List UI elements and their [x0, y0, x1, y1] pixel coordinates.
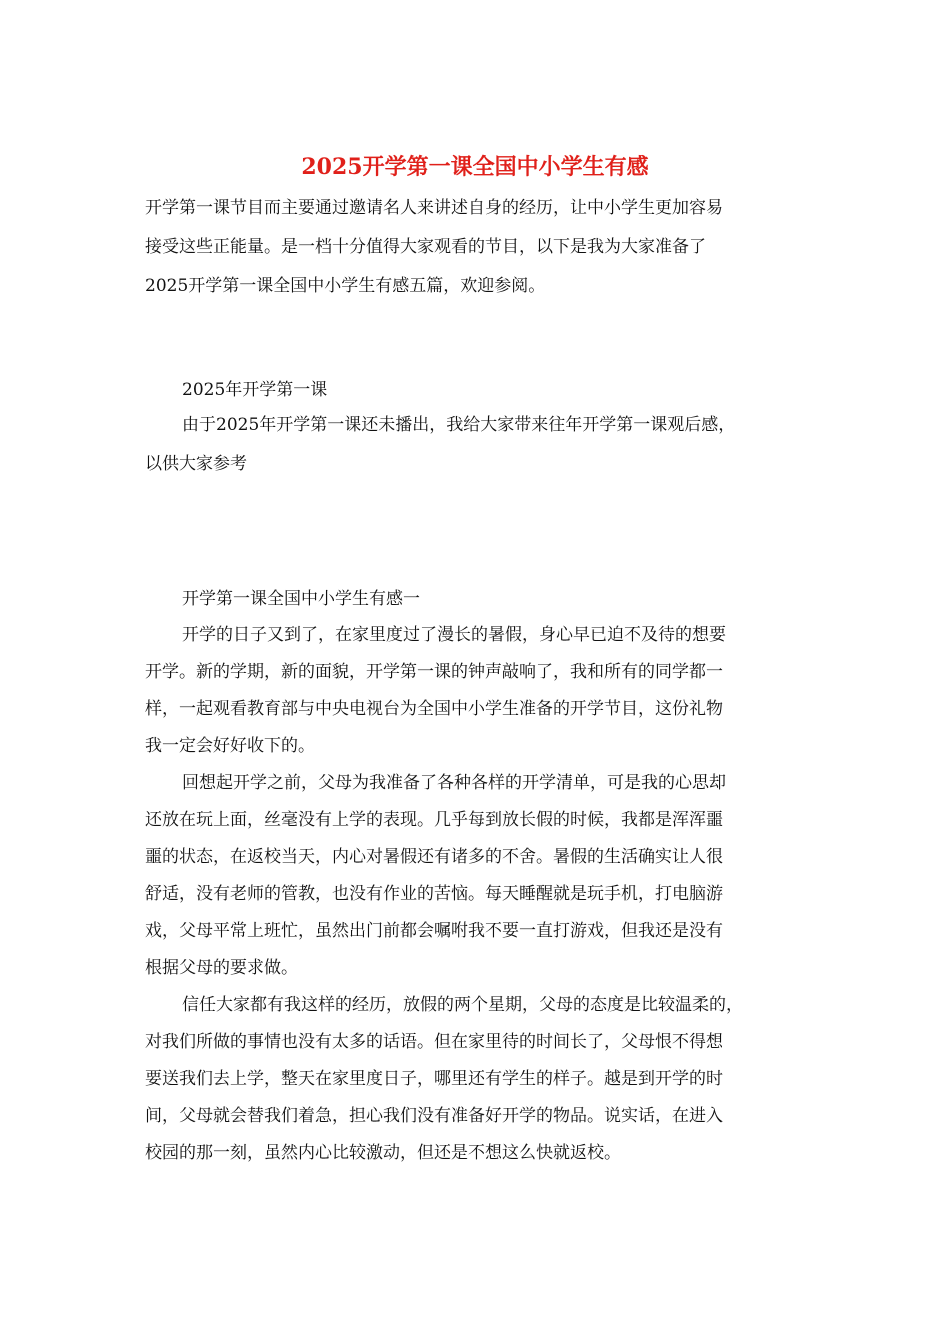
body-line: 对我们所做的事情也没有太多的话语。但在家里待的时间长了，父母恨不得想 [145, 1032, 723, 1052]
section-heading: 2025年开学第一课 [182, 380, 328, 400]
intro-line: 接受这些正能量。是一档十分值得大家观看的节目，以下是我为大家准备了 [145, 237, 706, 257]
body-line: 以供大家参考 [145, 454, 247, 474]
body-line: 校园的那一刻，虽然内心比较激动，但还是不想这么快就返校。 [145, 1143, 621, 1163]
intro-line: 开学第一课节目而主要通过邀请名人来讲述自身的经历，让中小学生更加容易 [145, 198, 723, 218]
body-line: 回想起开学之前，父母为我准备了各种各样的开学清单，可是我的心思却 [182, 773, 726, 793]
body-line: 舒适，没有老师的管教，也没有作业的苦恼。每天睡醒就是玩手机，打电脑游 [145, 884, 723, 904]
section-heading: 开学第一课全国中小学生有感一 [182, 589, 420, 609]
body-line: 开学。新的学期，新的面貌，开学第一课的钟声敲响了，我和所有的同学都一 [145, 662, 723, 682]
document-title: 2025开学第一课全国中小学生有感 [301, 154, 649, 180]
body-line: 开学的日子又到了，在家里度过了漫长的暑假，身心早已迫不及待的想要 [182, 625, 726, 645]
body-line: 样，一起观看教育部与中央电视台为全国中小学生准备的开学节目，这份礼物 [145, 699, 723, 719]
body-line: 间，父母就会替我们着急，担心我们没有准备好开学的物品。说实话，在进入 [145, 1106, 723, 1126]
body-line: 噩的状态，在返校当天，内心对暑假还有诸多的不舍。暑假的生活确实让人很 [145, 847, 723, 867]
body-line: 根据父母的要求做。 [145, 958, 298, 978]
body-line: 信任大家都有我这样的经历，放假的两个星期，父母的态度是比较温柔的， [182, 995, 743, 1015]
intro-line: 2025开学第一课全国中小学生有感五篇，欢迎参阅。 [145, 276, 546, 296]
body-line: 由于2025年开学第一课还未播出，我给大家带来往年开学第一课观后感， [182, 415, 736, 435]
body-line: 戏，父母平常上班忙，虽然出门前都会嘱咐我不要一直打游戏，但我还是没有 [145, 921, 723, 941]
body-line: 我一定会好好收下的。 [145, 736, 315, 756]
body-line: 还放在玩上面，丝毫没有上学的表现。几乎每到放长假的时候，我都是浑浑噩 [145, 810, 723, 830]
body-line: 要送我们去上学，整天在家里度日子，哪里还有学生的样子。越是到开学的时 [145, 1069, 723, 1089]
